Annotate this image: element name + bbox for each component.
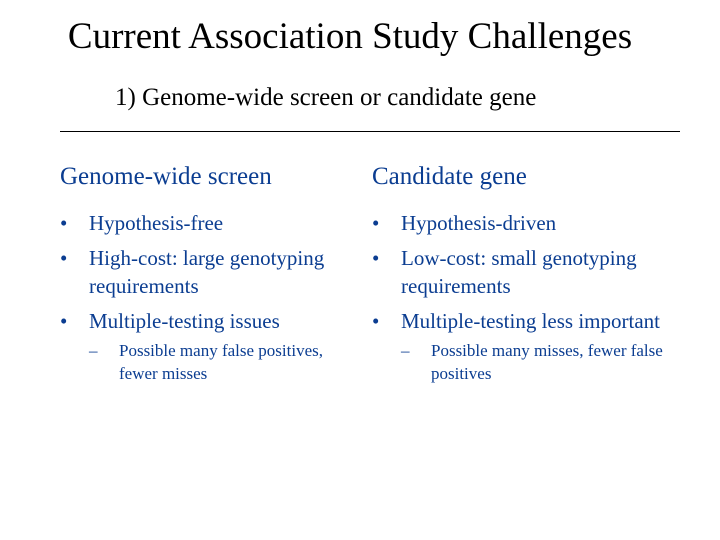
left-column: [60, 160, 350, 392]
right-bullet-list: [372, 209, 672, 385]
bullet-icon: •: [372, 309, 380, 333]
dash-icon: –: [401, 341, 410, 360]
left-bullet-list: [60, 209, 350, 385]
list-item: [372, 307, 672, 385]
left-sub-list: [89, 339, 350, 385]
right-sub-list: [401, 339, 672, 385]
list-item: [372, 209, 672, 237]
list-item: [60, 244, 350, 300]
bullet-text: Low-cost: small genotyping requirements: [401, 246, 637, 298]
bullet-icon: •: [372, 211, 380, 235]
sub-bullet-text: Possible many misses, fewer false positives: [431, 341, 663, 383]
bullet-icon: •: [372, 246, 380, 270]
bullet-text: Multiple-testing less important: [401, 309, 660, 333]
slide-subtitle: 1) Genome-wide screen or candidate gene: [115, 84, 537, 111]
divider-rule: [60, 131, 680, 132]
bullet-text: Hypothesis-driven: [401, 211, 557, 235]
slide-title: Current Association Study Challenges: [67, 16, 633, 57]
bullet-icon: •: [60, 211, 68, 235]
sub-list-item: [401, 339, 672, 385]
bullet-icon: •: [60, 246, 68, 270]
bullet-icon: •: [60, 309, 68, 333]
sub-bullet-text: Possible many false positives, fewer misses: [119, 341, 323, 383]
bullet-text: Multiple-testing issues: [89, 309, 280, 333]
list-item: [60, 307, 350, 385]
list-item: [60, 209, 350, 237]
right-column: [372, 160, 672, 392]
bullet-text: High-cost: large genotyping requirements: [89, 246, 325, 298]
right-column-heading: Candidate gene: [372, 163, 527, 190]
dash-icon: –: [89, 341, 98, 360]
bullet-text: Hypothesis-free: [89, 211, 224, 235]
sub-list-item: [89, 339, 350, 385]
list-item: [372, 244, 672, 300]
left-column-heading: Genome-wide screen: [60, 163, 272, 190]
